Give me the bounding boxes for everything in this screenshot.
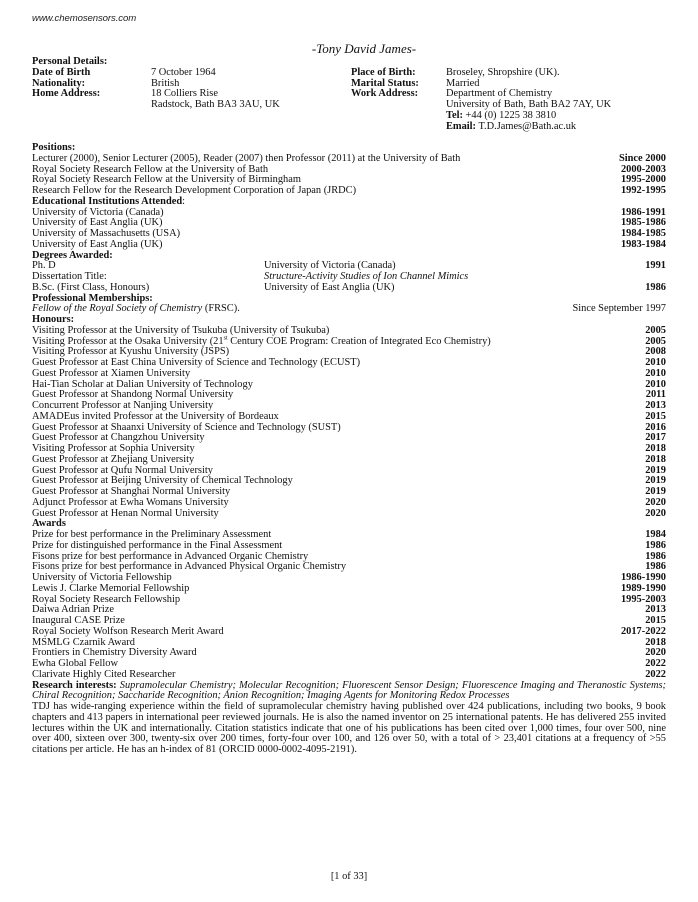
award-text: Prize for best performance in the Preliminary Assessment — [32, 529, 272, 540]
award-year: 1986 — [645, 550, 666, 562]
research-summary: TDJ has wide-ranging experience within the field of supramolecular chemistry having published over 424 publications, including two books, 9 book chapters and 413 papers in international peer reviewed journals. He is also the named inventor on 25 international patents. He has delivered 255 invited lectures within the UK and internationally. Citation statistics indicate that one of his publications has been cited over 1,000 times, four over 500, nine over 400, sixteen over 300, twenty-six over 200 times, forty-four over 100, and 126 over 50, with a total of > 23,401 citations at a frequency of >55 citations per article. He has an h-index of 81 (ORCID 0000-0002-4095-2191). — [32, 701, 666, 755]
cv-page — [32, 42, 666, 756]
list-item — [32, 605, 666, 616]
cv-title: -Tony David James- — [311, 41, 417, 56]
list-item — [32, 509, 666, 520]
education-list — [32, 208, 666, 251]
research-interests-text: Supramolecular Chemistry; Molecular Recognition; Fluorescent Sensor Design; Fluorescence Imaging and Theranostic Systems; Chiral Recognition; Saccharide Recognition; Anion Recognition; Imaging Agents for Monitoring Redox Processes — [32, 679, 666, 702]
education-text: University of East Anglia (UK) — [32, 238, 163, 250]
dob-label: Date of Birth — [32, 66, 91, 78]
education-year: 1983-1984 — [620, 238, 666, 250]
honour-text: Guest Professor at Shanghai Normal University — [32, 486, 231, 497]
list-item — [32, 627, 666, 638]
award-text: Inaugural CASE Prize — [32, 615, 125, 626]
honour-year: 2010 — [645, 367, 666, 379]
list-item — [32, 455, 666, 466]
honour-text: Guest Professor at Beijing University of Chemical Technology — [32, 475, 293, 487]
positions-heading: Positions: — [32, 142, 76, 153]
bsc-year: 1986 — [645, 281, 666, 293]
honour-text: Guest Professor at Shandong Normal University — [32, 389, 234, 401]
research-interests — [32, 681, 666, 703]
education-year: 1984-1985 — [620, 228, 666, 239]
honour-text: Guest Professor at Zhejiang University — [32, 453, 195, 465]
honour-text: Guest Professor at Xiamen University — [32, 367, 191, 379]
membership-fellow: Fellow of the Royal Society of Chemistry — [32, 303, 203, 315]
position-text: Lecturer (2000), Senior Lecturer (2005), Reader (2007) then Professor (2011) at the University of Bath — [32, 152, 461, 164]
honour-text: Guest Professor at Changzhou University — [32, 432, 205, 444]
awards-heading: Awards — [32, 518, 66, 530]
list-item — [32, 595, 666, 606]
website-url[interactable]: www.chemosensors.com — [32, 13, 137, 24]
pob-label: Place of Birth: — [351, 66, 416, 78]
list-item — [32, 154, 666, 165]
honour-year: 2019 — [645, 475, 666, 487]
list-item — [32, 648, 666, 659]
honour-year: 2017 — [645, 432, 666, 444]
award-text: Daiwa Adrian Prize — [32, 604, 114, 616]
work-address-label: Work Address: — [351, 88, 419, 100]
honour-text: Visiting Professor at the University of Tsukuba (University of Tsukuba) — [32, 324, 330, 336]
osaka-sup: st — [223, 335, 228, 342]
honour-year: 2011 — [645, 389, 666, 401]
position-year: 1992-1995 — [620, 185, 666, 196]
email-link[interactable]: T.D.James@Bath.ac.uk — [478, 120, 577, 132]
phd-year: 1991 — [645, 260, 666, 272]
dob-value: 7 October 1964 — [151, 66, 216, 78]
research-interests-label: Research interests: — [32, 679, 117, 691]
honour-year: 2016 — [645, 421, 666, 433]
education-heading — [32, 197, 666, 208]
honour-text: Adjunct Professor at Ewha Womans University — [32, 496, 229, 508]
phd-institution: University of Victoria (Canada) — [264, 260, 396, 272]
award-year: 2020 — [645, 647, 666, 659]
position-year: 1995-2000 — [620, 174, 666, 186]
list-item — [32, 412, 666, 423]
award-year: 1986 — [645, 539, 666, 551]
education-year: 1986-1991 — [620, 206, 666, 218]
honour-year: 2013 — [645, 400, 666, 411]
honours-list — [32, 347, 666, 519]
list-item — [32, 584, 666, 595]
list-item — [32, 498, 666, 509]
education-heading-text: Educational Institutions Attended — [32, 195, 183, 207]
honour-text: Hai-Tian Scholar at Dalian University of Technology — [32, 378, 253, 390]
degrees-heading: Degrees Awarded: — [32, 249, 113, 261]
award-text: MSMLG Czarnik Award — [32, 636, 135, 648]
award-year: 2022 — [645, 668, 666, 680]
honour-year: 2019 — [645, 464, 666, 476]
honour-year: 2015 — [645, 410, 666, 422]
position-year: Since 2000 — [618, 152, 666, 164]
education-text: University of East Anglia (UK) — [32, 217, 163, 229]
osaka-suffix: Century COE Program: Creation of Integrated Eco Chemistry) — [227, 335, 491, 347]
award-text: Fisons prize for best performance in Advanced Physical Organic Chemistry — [32, 561, 347, 573]
award-year: 1989-1990 — [620, 582, 666, 594]
award-text: Lewis J. Clarke Memorial Fellowship — [32, 582, 190, 594]
honour-year: 2018 — [645, 443, 666, 454]
education-heading-colon: : — [182, 195, 186, 207]
home-address-label: Home Address: — [32, 88, 101, 100]
dissertation-title: Structure-Activity Studies of Ion Channel Mimics — [264, 271, 469, 282]
honours-heading: Honours: — [32, 314, 75, 325]
education-text: University of Massachusetts (USA) — [32, 228, 181, 239]
email-label: Email: — [446, 120, 477, 132]
honour-text: Visiting Professor at Sophia University — [32, 443, 195, 454]
work-address-line1: Department of Chemistry — [446, 88, 553, 100]
honour-year: 2020 — [645, 496, 666, 508]
award-text: University of Victoria Fellowship — [32, 572, 172, 583]
memberships-heading: Professional Memberships: — [32, 292, 153, 304]
dissertation-label: Dissertation Title: — [32, 271, 107, 282]
honour-year: 2008 — [645, 346, 666, 358]
home-address-line1: 18 Colliers Rise — [151, 88, 218, 100]
honour-year: 2005 — [645, 324, 666, 336]
honour-year: 2019 — [645, 486, 666, 497]
award-year: 1984 — [645, 529, 666, 540]
honour-year: 2010 — [645, 357, 666, 368]
bsc-label: B.Sc. (First Class, Honours) — [32, 281, 150, 293]
work-address-line2: University of Bath, Bath BA2 7AY, UK — [446, 99, 612, 110]
osaka-prefix: Visiting Professor at the Osaka University (21 — [32, 335, 224, 347]
page-number: [1 of 33] — [330, 871, 368, 882]
position-text: Research Fellow for the Research Development Corporation of Japan (JRDC) — [32, 185, 357, 196]
position-year: 2000-2003 — [620, 163, 666, 175]
award-text: Royal Society Research Fellowship — [32, 593, 181, 605]
education-text: University of Victoria (Canada) — [32, 206, 164, 218]
award-year: 1995-2003 — [620, 593, 666, 605]
award-year: 2022 — [645, 658, 666, 669]
bsc-institution: University of East Anglia (UK) — [264, 281, 395, 293]
nationality-label: Nationality: — [32, 77, 86, 89]
education-year: 1985-1986 — [620, 217, 666, 229]
honour-text: Guest Professor at Henan Normal University — [32, 507, 219, 519]
award-year: 2018 — [645, 636, 666, 648]
tel-value: +44 (0) 1225 38 3810 — [465, 109, 557, 121]
honour-text: Concurrent Professor at Nanjing University — [32, 400, 214, 411]
phd-label: Ph. D — [32, 260, 56, 272]
award-text: Ewha Global Fellow — [32, 658, 118, 669]
honour-text: Visiting Professor at Kyushu University (JSPS) — [32, 346, 230, 358]
marital-label: Marital Status: — [351, 77, 419, 89]
award-year: 1986-1990 — [620, 572, 666, 583]
award-year: 1986 — [645, 561, 666, 573]
honour-text: Guest Professor at Qufu Normal University — [32, 464, 213, 476]
honour-text: AMADEus invited Professor at the University of Bordeaux — [32, 410, 279, 422]
award-year: 2017-2022 — [620, 625, 666, 637]
list-item — [32, 541, 666, 552]
membership-row — [32, 304, 666, 315]
position-text: Royal Society Research Fellow at the University of Birmingham — [32, 174, 301, 186]
personal-details — [32, 57, 666, 143]
personal-details-heading: Personal Details: — [32, 56, 108, 67]
pob-value: Broseley, Shropshire (UK). — [446, 66, 560, 78]
positions-list — [32, 154, 666, 197]
list-item — [32, 369, 666, 380]
degree-bsc — [32, 283, 666, 294]
list-item — [32, 240, 666, 251]
honour-text: Guest Professor at Shaanxi University of Science and Technology (SUST) — [32, 421, 341, 433]
email — [446, 122, 576, 133]
honour-year: 2020 — [645, 507, 666, 519]
honour-year: 2010 — [645, 378, 666, 390]
position-text: Royal Society Research Fellow at the University of Bath — [32, 163, 269, 175]
honour-text: Guest Professor at East China University of Science and Technology (ECUST) — [32, 357, 361, 368]
nationality-value: British — [151, 77, 180, 89]
award-text: Clarivate Highly Cited Researcher — [32, 668, 176, 680]
tel-label: Tel: — [446, 109, 463, 121]
award-text: Royal Society Wolfson Research Merit Award — [32, 625, 224, 637]
awards-list — [32, 530, 666, 681]
award-year: 2013 — [645, 604, 666, 616]
honour-year: 2005 — [645, 335, 666, 347]
award-year: 2015 — [645, 615, 666, 626]
honour-year: 2018 — [645, 453, 666, 465]
award-text: Prize for distinguished performance in the Final Assessment — [32, 539, 283, 551]
membership-abbrev: (FRSC). — [202, 303, 240, 315]
marital-value: Married — [446, 77, 480, 89]
home-address-line2: Radstock, Bath BA3 3AU, UK — [151, 99, 280, 110]
membership-year: Since September 1997 — [572, 303, 666, 315]
award-text: Frontiers in Chemistry Diversity Award — [32, 647, 197, 659]
award-text: Fisons prize for best performance in Advanced Organic Chemistry — [32, 550, 309, 562]
